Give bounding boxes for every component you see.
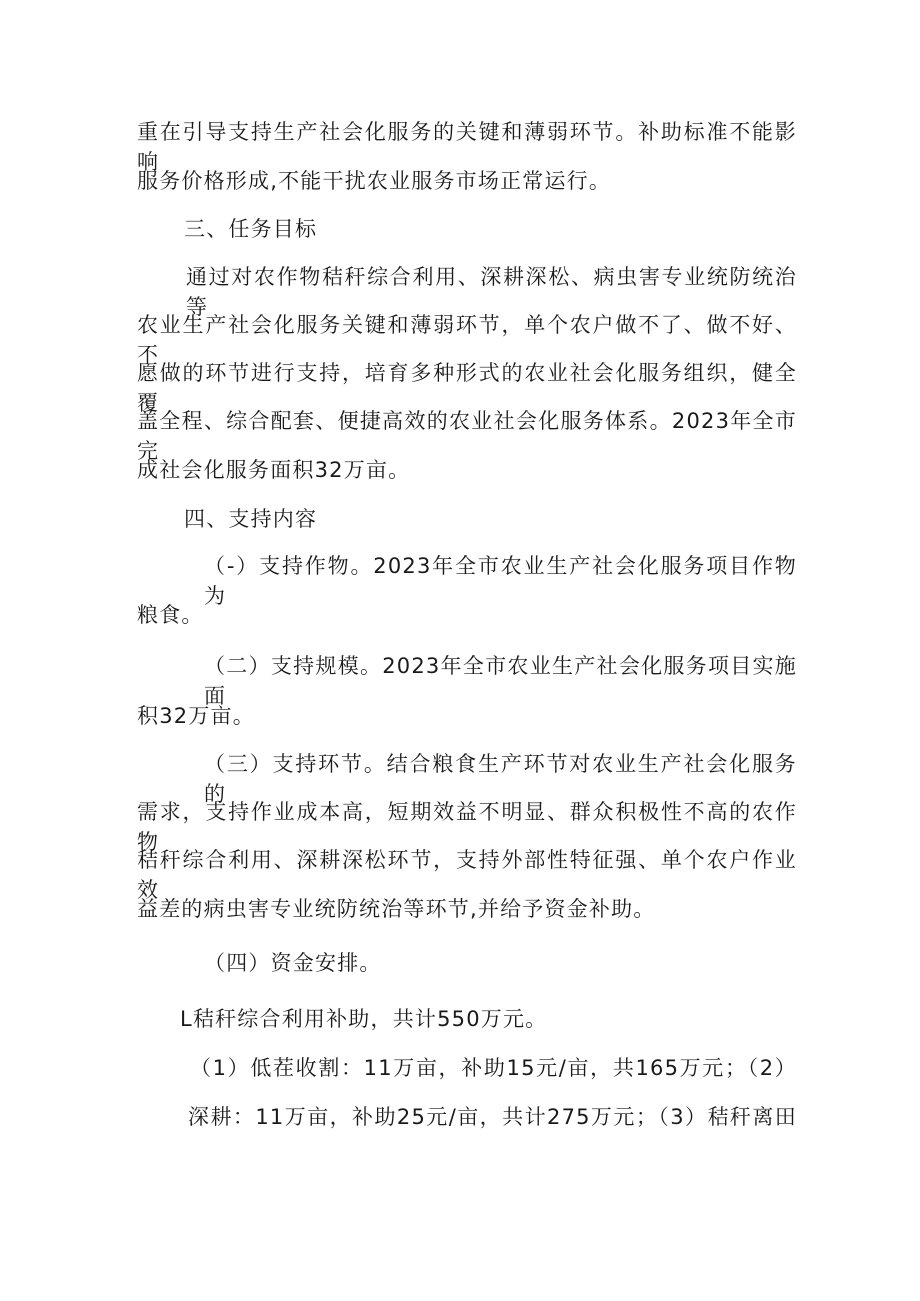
paragraph-line: 秸秆综合利用、深耕深松环节，支持外部性特征强、单个农户作业效 <box>137 848 797 902</box>
paragraph-line: 益差的病虫害专业统防统治等环节,并给予资金补助。 <box>137 897 656 921</box>
paragraph-line: （1）低茬收割：11万亩，补助15元/亩，共165万元；（2） <box>190 1056 797 1080</box>
paragraph-line: （四）资金安排。 <box>204 951 382 975</box>
paragraph-line: 积32万亩。 <box>137 704 255 728</box>
paragraph-line: 深耕：11万亩，补助25元/亩，共计275万元；（3）秸秆离田 <box>188 1105 797 1129</box>
section-heading: 四、支持内容 <box>184 507 318 531</box>
paragraph-line: 通过对农作物秸秆综合利用、深耕深松、病虫害专业统防统治等 <box>186 265 797 319</box>
paragraph-line: 重在引导支持生产社会化服务的关键和薄弱环节。补助标准不能影响 <box>137 120 797 174</box>
paragraph-line: 愿做的环节进行支持，培育多种形式的农业社会化服务组织，健全覆 <box>137 361 797 415</box>
paragraph-line: （-）支持作物。2023年全市农业生产社会化服务项目作物为 <box>204 554 797 608</box>
paragraph-line: 成社会化服务面积32万亩。 <box>137 458 411 482</box>
section-heading: 三、任务目标 <box>184 217 318 241</box>
paragraph-line: （三）支持环节。结合粮食生产环节对农业生产社会化服务的 <box>204 752 797 806</box>
paragraph-line: 服务价格形成,不能干扰农业服务市场正常运行。 <box>137 169 612 193</box>
paragraph-line: 农业生产社会化服务关键和薄弱环节，单个农户做不了、做不好、不 <box>137 313 797 367</box>
paragraph-line: 盖全程、综合配套、便捷高效的农业社会化服务体系。2023年全市完 <box>137 409 797 463</box>
paragraph-line: （二）支持规模。2023年全市农业生产社会化服务项目实施面 <box>204 654 797 708</box>
paragraph-line: L秸秆综合利用补助，共计550万元。 <box>180 1007 548 1031</box>
paragraph-line: 需求，支持作业成本高，短期效益不明显、群众积极性不高的农作物 <box>137 800 797 854</box>
paragraph-line: 粮食。 <box>137 603 204 627</box>
